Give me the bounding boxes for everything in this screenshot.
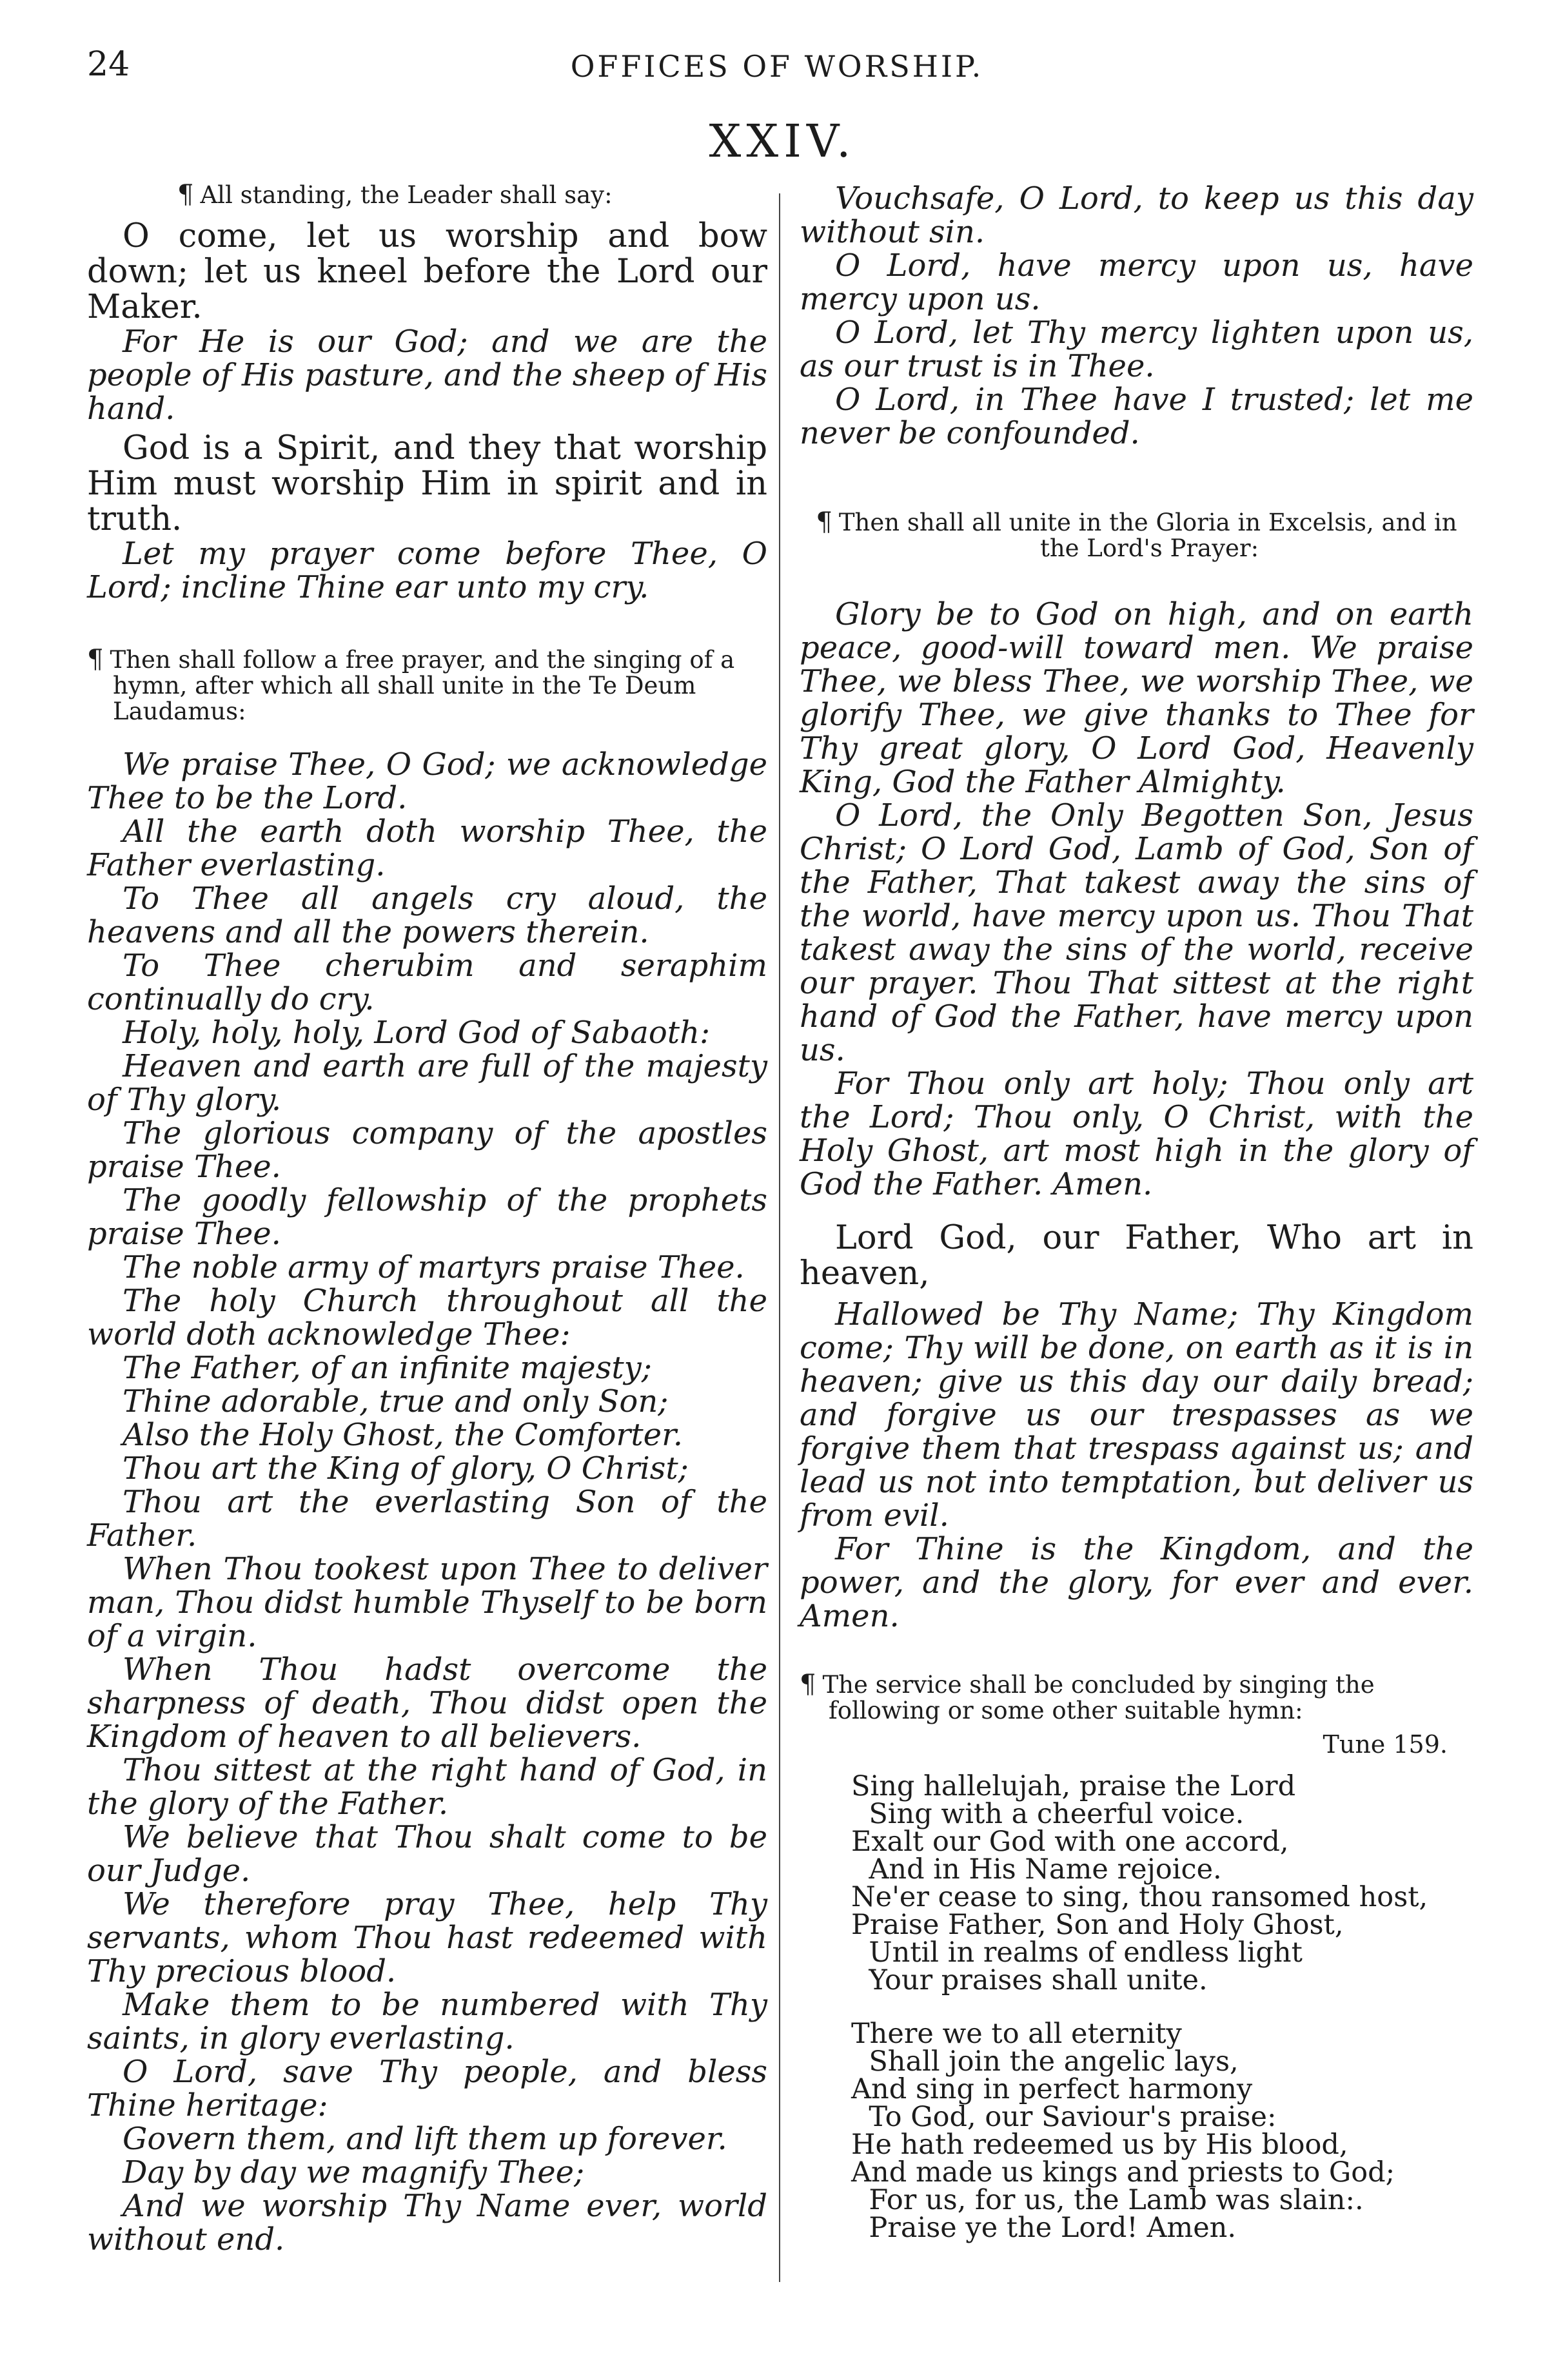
hymn-line: Ne'er cease to sing, thou ransomed host, [851, 1881, 1428, 1913]
hymn-line: Your praises shall unite. [851, 1964, 1208, 1996]
hymn-verse [851, 2020, 1473, 2242]
te-deum-verse: O Lord, save Thy people, and bless Thine heritage: [87, 2054, 767, 2123]
te-deum-verse: Holy, holy, holy, Lord God of Sabaoth: [123, 1015, 711, 1051]
lords-prayer-paragraph: Hallowed be Thy Name; Thy Kingdom come; Thy will be done, on earth as it is in heaven; give us this day our daily bread; and forgive us our trespasses as we forgive them that trespass against us; and lead us not into temptation, but deliver us from evil. [800, 1296, 1473, 1534]
lords-prayer-opening: Lord God, our Father, Who art in heaven, [800, 1219, 1473, 1292]
hymn-line: And sing in perfect harmony [851, 2073, 1253, 2105]
pilcrow-icon: ¶ [177, 180, 194, 210]
te-deum-verse: To Thee cherubim and seraphim continually do cry. [87, 948, 767, 1017]
column-divider [779, 193, 780, 2282]
te-deum-verse: The Father, of an infinite majesty; [123, 1350, 652, 1386]
rubric [177, 182, 767, 208]
hymn-verse [851, 1770, 1473, 1996]
hymn [851, 1770, 1473, 2244]
left-column [87, 182, 767, 2256]
te-deum-verse: And we worship Thy Name ever, world without end. [87, 2188, 767, 2258]
te-deum-verse: To Thee all angels cry aloud, the heavens and all the powers therein. [87, 881, 767, 950]
te-deum-verse: Also the Holy Ghost, the Comforter. [123, 1417, 683, 1453]
te-deum-verse: We believe that Thou shalt come to be our Judge. [87, 1819, 767, 1889]
te-deum-verse: We praise Thee, O God; we acknowledge Thee to be the Lord. [87, 746, 767, 816]
rubric-text: Then shall follow a free prayer, and the singing of a hymn, after which all shall unite in the Te Deum Laudamus: [110, 646, 735, 725]
te-deum-verse: Thine adorable, true and only Son; [123, 1383, 669, 1419]
te-deum [87, 748, 767, 2256]
te-deum-verse: Make them to be numbered with Thy saints, in glory everlasting. [87, 1987, 767, 2056]
rubric [800, 509, 1473, 561]
pilcrow-icon: ¶ [800, 1670, 816, 1699]
te-deum-verse: When Thou tookest upon Thee to deliver man, Thou didst humble Thyself to be born of a virgin. [87, 1551, 767, 1654]
tune-number: Tune 159. [1323, 1730, 1448, 1759]
gloria-paragraph: For Thou only art holy; Thou only art the Lord; Thou only, O Christ, with the Holy Ghost, art most high in the glory of God the Father. Amen. [800, 1066, 1473, 1202]
rubric-text: Then shall all unite in the Gloria in Excelsis, and in the Lord's Prayer: [838, 509, 1457, 562]
hymn-line: He hath redeemed us by His blood, [851, 2129, 1348, 2161]
te-deum-verse: Heaven and earth are full of the majesty of Thy glory. [87, 1048, 767, 1118]
lords-prayer [800, 1298, 1473, 1633]
hymn-line: Until in realms of endless light [851, 1936, 1303, 1969]
te-deum-verse: All the earth doth worship Thee, the Father everlasting. [87, 814, 767, 883]
page-number: 24 [87, 45, 130, 84]
te-deum-verse: Thou art the King of glory, O Christ; [123, 1450, 689, 1487]
te-deum-verse: When Thou hadst overcome the sharpness of death, Thou didst open the Kingdom of heaven to all believers. [87, 1652, 767, 1755]
te-deum-verse: Day by day we magnify Thee; [123, 2154, 585, 2190]
te-deum-verse: The glorious company of the apostles praise Thee. [87, 1115, 767, 1185]
te-deum-verse: Thou art the everlasting Son of the Father. [87, 1484, 767, 1554]
te-deum-verse: Govern them, and lift them up forever. [123, 2121, 727, 2157]
hymn-line: Praise ye the Lord! Amen. [851, 2212, 1237, 2244]
gloria-paragraph: Glory be to God on high, and on earth peace, good-will toward men. We praise Thee, we bless Thee, we worship Thee, we glorify Thee, we give thanks to Thee for Thy great glory, O Lord God, Heavenly King, God the Father Almighty. [800, 596, 1473, 800]
te-deum-verse: The noble army of martyrs praise Thee. [123, 1249, 745, 1285]
hymn-line: Shall join the angelic lays, [851, 2045, 1239, 2078]
te-deum-verse: The holy Church throughout all the world doth acknowledge Thee: [87, 1283, 767, 1352]
gloria-paragraph: O Lord, the Only Begotten Son, Jesus Christ; O Lord God, Lamb of God, Son of the Father, That takest away the sins of the world, have mercy upon us. Thou That takest away the sins of the world, receive our prayer. Thou That sittest at the right hand of God the Father, have mercy upon us. [800, 797, 1473, 1068]
pilcrow-icon: ¶ [816, 507, 832, 537]
hymn-line: Sing hallelujah, praise the Lord [851, 1770, 1296, 1802]
section-number: XXIV. [709, 115, 856, 168]
rubric-text: The service shall be concluded by singing the following or some other suitable hymn: [822, 1671, 1375, 1724]
rubric [800, 1672, 1473, 1724]
rubric-text: All standing, the Leader shall say: [200, 181, 613, 209]
versicle: O Lord, in Thee have I trusted; let me never be confounded. [800, 382, 1473, 451]
right-column [800, 182, 1473, 2242]
hymn-line: Exalt our God with one accord, [851, 1826, 1289, 1858]
paragraph: For He is our God; and we are the people of His pasture, and the sheep of His hand. [87, 324, 767, 427]
te-deum-verse: Thou sittest at the right hand of God, in the glory of the Father. [87, 1752, 767, 1822]
hymn-line: For us, for us, the Lamb was slain:. [851, 2184, 1364, 2216]
lords-prayer-paragraph: For Thine is the Kingdom, and the power, and the glory, for ever and ever. Amen. [800, 1531, 1473, 1634]
hymn-line: To God, our Saviour's praise: [851, 2101, 1277, 2133]
page-header [87, 45, 1467, 90]
paragraph: Let my prayer come before Thee, O Lord; incline Thine ear unto my cry. [87, 536, 767, 605]
paragraph: God is a Spirit, and they that worship Him must worship Him in spirit and in truth. [87, 429, 767, 538]
te-deum-verse: The goodly fellowship of the prophets praise Thee. [87, 1182, 767, 1252]
te-deum-verse: We therefore pray Thee, help Thy servants, whom Thou hast redeemed with Thy precious blood. [87, 1886, 767, 1989]
hymn-line: Sing with a cheerful voice. [851, 1798, 1245, 1830]
hymn-line: And made us kings and priests to God; [851, 2156, 1395, 2189]
running-title: OFFICES OF WORSHIP. [570, 49, 984, 84]
gloria-in-excelsis [800, 598, 1473, 1201]
rubric [87, 647, 767, 725]
versicle: O Lord, have mercy upon us, have mercy upon us. [800, 248, 1473, 317]
versicle: Vouchsafe, O Lord, to keep us this day without sin. [800, 180, 1473, 250]
hymn-line: And in His Name rejoice. [851, 1853, 1222, 1886]
hymn-line: Praise Father, Son and Holy Ghost, [851, 1909, 1344, 1941]
paragraph: O come, let us worship and bow down; let us kneel before the Lord our Maker. [87, 217, 767, 326]
hymn-line: There we to all eternity [851, 2018, 1182, 2050]
pilcrow-icon: ¶ [87, 645, 104, 674]
versicle: O Lord, let Thy mercy lighten upon us, as our trust is in Thee. [800, 315, 1473, 384]
